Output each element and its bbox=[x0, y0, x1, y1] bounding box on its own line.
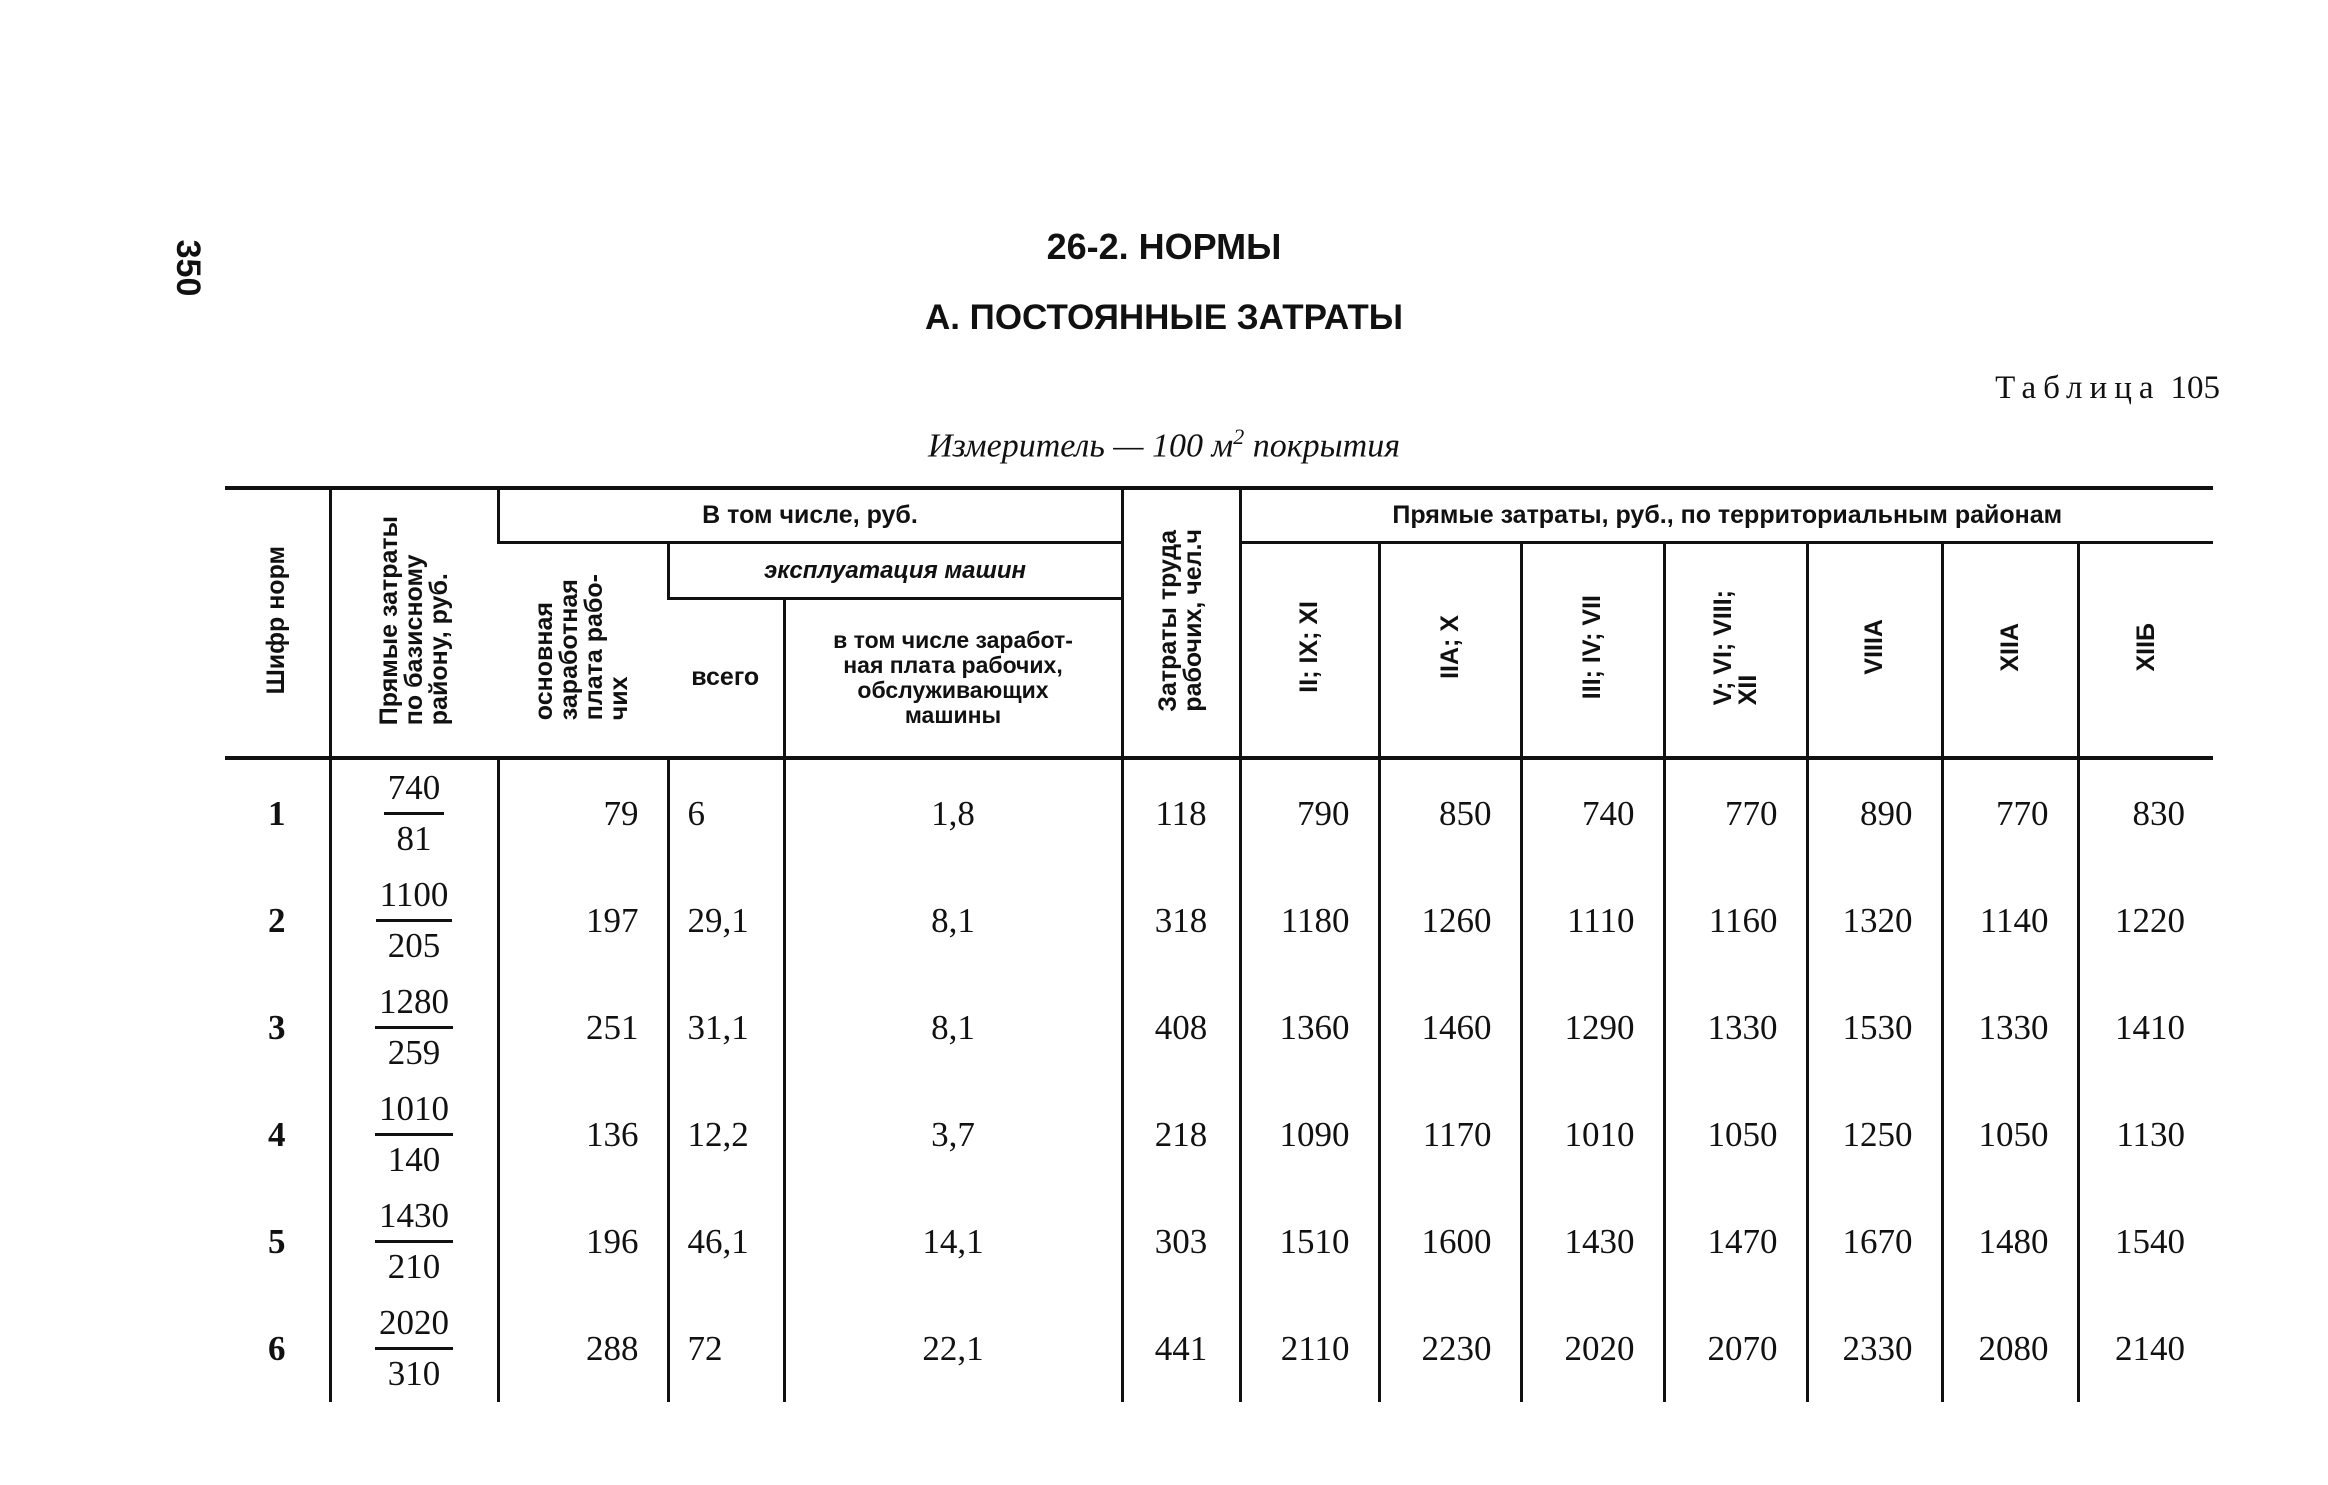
region-cell-1: 790 bbox=[1240, 758, 1379, 867]
region-cell-3: 1010 bbox=[1521, 1081, 1664, 1188]
wage-cell: 79 bbox=[498, 758, 668, 867]
base-cost-fraction bbox=[375, 1089, 453, 1180]
wage-cell: 196 bbox=[498, 1188, 668, 1295]
header-labor: Затраты труда рабочих, чел.ч bbox=[1122, 488, 1240, 758]
header-region-4: V; VI; VIII; XII bbox=[1664, 542, 1807, 758]
code-cell: 4 bbox=[268, 1114, 286, 1154]
machines-wage-cell: 8,1 bbox=[784, 867, 1122, 974]
region-cell-6: 770 bbox=[1942, 758, 2078, 867]
machines-wage-cell: 3,7 bbox=[784, 1081, 1122, 1188]
machines-wage-cell: 1,8 bbox=[784, 758, 1122, 867]
region-cell-2: 1600 bbox=[1379, 1188, 1521, 1295]
page-number: 350 bbox=[169, 239, 208, 297]
region-cell-3: 740 bbox=[1521, 758, 1664, 867]
region-cell-4: 1330 bbox=[1664, 974, 1807, 1081]
region-cell-5: 2330 bbox=[1807, 1295, 1942, 1402]
base-cost-fraction bbox=[375, 1196, 453, 1287]
header-direct-base: Прямые затраты по базисному району, руб. bbox=[330, 488, 498, 758]
wage-cell: 251 bbox=[498, 974, 668, 1081]
wage-cell: 136 bbox=[498, 1081, 668, 1188]
header-machines-total: всего bbox=[668, 598, 784, 758]
section-subheading: А. ПОСТОЯННЫЕ ЗАТРАТЫ bbox=[924, 298, 1404, 337]
header-region-6: XIIA bbox=[1942, 542, 2078, 758]
region-cell-3: 1290 bbox=[1521, 974, 1664, 1081]
base-cost-wage: 310 bbox=[387, 1354, 441, 1393]
base-cost-total: 740 bbox=[384, 768, 445, 815]
base-cost-total: 1010 bbox=[375, 1089, 453, 1136]
table-row bbox=[225, 758, 2213, 867]
code-cell: 5 bbox=[268, 1221, 286, 1261]
base-cost-total: 1100 bbox=[376, 875, 453, 922]
region-cell-1: 1090 bbox=[1240, 1081, 1379, 1188]
labor-cell: 218 bbox=[1122, 1081, 1240, 1188]
labor-cell: 441 bbox=[1122, 1295, 1240, 1402]
region-cell-1: 2110 bbox=[1240, 1295, 1379, 1402]
region-cell-4: 2070 bbox=[1664, 1295, 1807, 1402]
region-cell-6: 1330 bbox=[1942, 974, 2078, 1081]
measure-suffix: покрытия bbox=[1244, 427, 1401, 465]
region-cell-4: 770 bbox=[1664, 758, 1807, 867]
region-cell-1: 1180 bbox=[1240, 867, 1379, 974]
region-cell-5: 890 bbox=[1807, 758, 1942, 867]
region-cell-2: 1260 bbox=[1379, 867, 1521, 974]
machines-total-cell: 29,1 bbox=[668, 867, 784, 974]
region-cell-7: 1410 bbox=[2078, 974, 2213, 1081]
measure-unit bbox=[0, 424, 2328, 465]
machines-total-cell: 72 bbox=[668, 1295, 784, 1402]
section-heading: 26-2. НОРМЫ bbox=[1046, 226, 1282, 267]
region-cell-7: 1540 bbox=[2078, 1188, 2213, 1295]
header-wage: основная заработная плата рабо- чих bbox=[498, 542, 668, 758]
base-cost-wage: 140 bbox=[387, 1140, 441, 1179]
machines-wage-cell: 22,1 bbox=[784, 1295, 1122, 1402]
labor-cell: 318 bbox=[1122, 867, 1240, 974]
labor-cell: 118 bbox=[1122, 758, 1240, 867]
base-cost-fraction bbox=[375, 1303, 453, 1394]
region-cell-2: 850 bbox=[1379, 758, 1521, 867]
region-cell-5: 1670 bbox=[1807, 1188, 1942, 1295]
table-row bbox=[225, 867, 2213, 974]
measure-sup: 2 bbox=[1233, 424, 1245, 449]
region-cell-1: 1510 bbox=[1240, 1188, 1379, 1295]
code-cell: 2 bbox=[268, 900, 286, 940]
table-body bbox=[225, 758, 2213, 1402]
labor-cell: 408 bbox=[1122, 974, 1240, 1081]
region-cell-2: 1460 bbox=[1379, 974, 1521, 1081]
base-cost-wage: 259 bbox=[387, 1033, 441, 1072]
region-cell-7: 1220 bbox=[2078, 867, 2213, 974]
region-cell-7: 1130 bbox=[2078, 1081, 2213, 1188]
header-region-5: VIIIA bbox=[1807, 542, 1942, 758]
wage-cell: 288 bbox=[498, 1295, 668, 1402]
base-cost-total: 2020 bbox=[375, 1303, 453, 1350]
region-cell-4: 1160 bbox=[1664, 867, 1807, 974]
table-number: 105 bbox=[2170, 370, 2220, 406]
table-label-text: Таблица bbox=[1995, 370, 2161, 406]
base-cost-wage: 81 bbox=[396, 819, 432, 858]
machines-total-cell: 12,2 bbox=[668, 1081, 784, 1188]
machines-wage-cell: 8,1 bbox=[784, 974, 1122, 1081]
region-cell-7: 2140 bbox=[2078, 1295, 2213, 1402]
header-region-2: IIA; X bbox=[1379, 542, 1521, 758]
machines-wage-cell: 14,1 bbox=[784, 1188, 1122, 1295]
wage-cell: 197 bbox=[498, 867, 668, 974]
region-cell-2: 2230 bbox=[1379, 1295, 1521, 1402]
base-cost-cell bbox=[330, 1188, 498, 1295]
norms-table bbox=[225, 486, 2213, 1402]
table-caption bbox=[1995, 370, 2220, 407]
region-cell-4: 1470 bbox=[1664, 1188, 1807, 1295]
labor-cell: 303 bbox=[1122, 1188, 1240, 1295]
header-region-1: II; IX; XI bbox=[1240, 542, 1379, 758]
code-cell: 6 bbox=[268, 1328, 286, 1368]
region-cell-5: 1250 bbox=[1807, 1081, 1942, 1188]
region-cell-6: 1480 bbox=[1942, 1188, 2078, 1295]
header-machines: эксплуатация машин bbox=[668, 542, 1122, 598]
machines-total-cell: 6 bbox=[668, 758, 784, 867]
header-region-7: XIIБ bbox=[2078, 542, 2213, 758]
code-cell: 1 bbox=[268, 793, 286, 833]
region-cell-6: 2080 bbox=[1942, 1295, 2078, 1402]
region-cell-5: 1320 bbox=[1807, 867, 1942, 974]
machines-total-cell: 31,1 bbox=[668, 974, 784, 1081]
header-region-3: III; IV; VII bbox=[1521, 542, 1664, 758]
measure-prefix: Измеритель — 100 м bbox=[927, 427, 1234, 465]
base-cost-fraction bbox=[376, 875, 453, 966]
base-cost-fraction bbox=[375, 982, 453, 1073]
base-cost-cell bbox=[330, 758, 498, 867]
base-cost-cell bbox=[330, 867, 498, 974]
region-cell-5: 1530 bbox=[1807, 974, 1942, 1081]
base-cost-total: 1280 bbox=[375, 982, 453, 1029]
base-cost-wage: 205 bbox=[387, 926, 441, 965]
region-cell-3: 1430 bbox=[1521, 1188, 1664, 1295]
header-including: В том числе, руб. bbox=[498, 488, 1122, 542]
table-row bbox=[225, 1188, 2213, 1295]
base-cost-cell bbox=[330, 1295, 498, 1402]
region-cell-6: 1050 bbox=[1942, 1081, 2078, 1188]
base-cost-wage: 210 bbox=[387, 1247, 441, 1286]
base-cost-cell bbox=[330, 1081, 498, 1188]
header-machines-wage: в том числе заработ- ная плата рабочих, обслуживающих машины bbox=[784, 598, 1122, 758]
table-row bbox=[225, 1295, 2213, 1402]
region-cell-4: 1050 bbox=[1664, 1081, 1807, 1188]
table-row bbox=[225, 1081, 2213, 1188]
machines-total-cell: 46,1 bbox=[668, 1188, 784, 1295]
header-regions-title: Прямые затраты, руб., по территориальным районам bbox=[1240, 488, 2213, 542]
region-cell-2: 1170 bbox=[1379, 1081, 1521, 1188]
table-row bbox=[225, 974, 2213, 1081]
region-cell-6: 1140 bbox=[1942, 867, 2078, 974]
header-code: Шифр норм bbox=[225, 488, 330, 758]
code-cell: 3 bbox=[268, 1007, 286, 1047]
region-cell-3: 1110 bbox=[1521, 867, 1664, 974]
region-cell-1: 1360 bbox=[1240, 974, 1379, 1081]
base-cost-fraction bbox=[384, 768, 445, 859]
base-cost-cell bbox=[330, 974, 498, 1081]
base-cost-total: 1430 bbox=[375, 1196, 453, 1243]
region-cell-7: 830 bbox=[2078, 758, 2213, 867]
region-cell-3: 2020 bbox=[1521, 1295, 1664, 1402]
